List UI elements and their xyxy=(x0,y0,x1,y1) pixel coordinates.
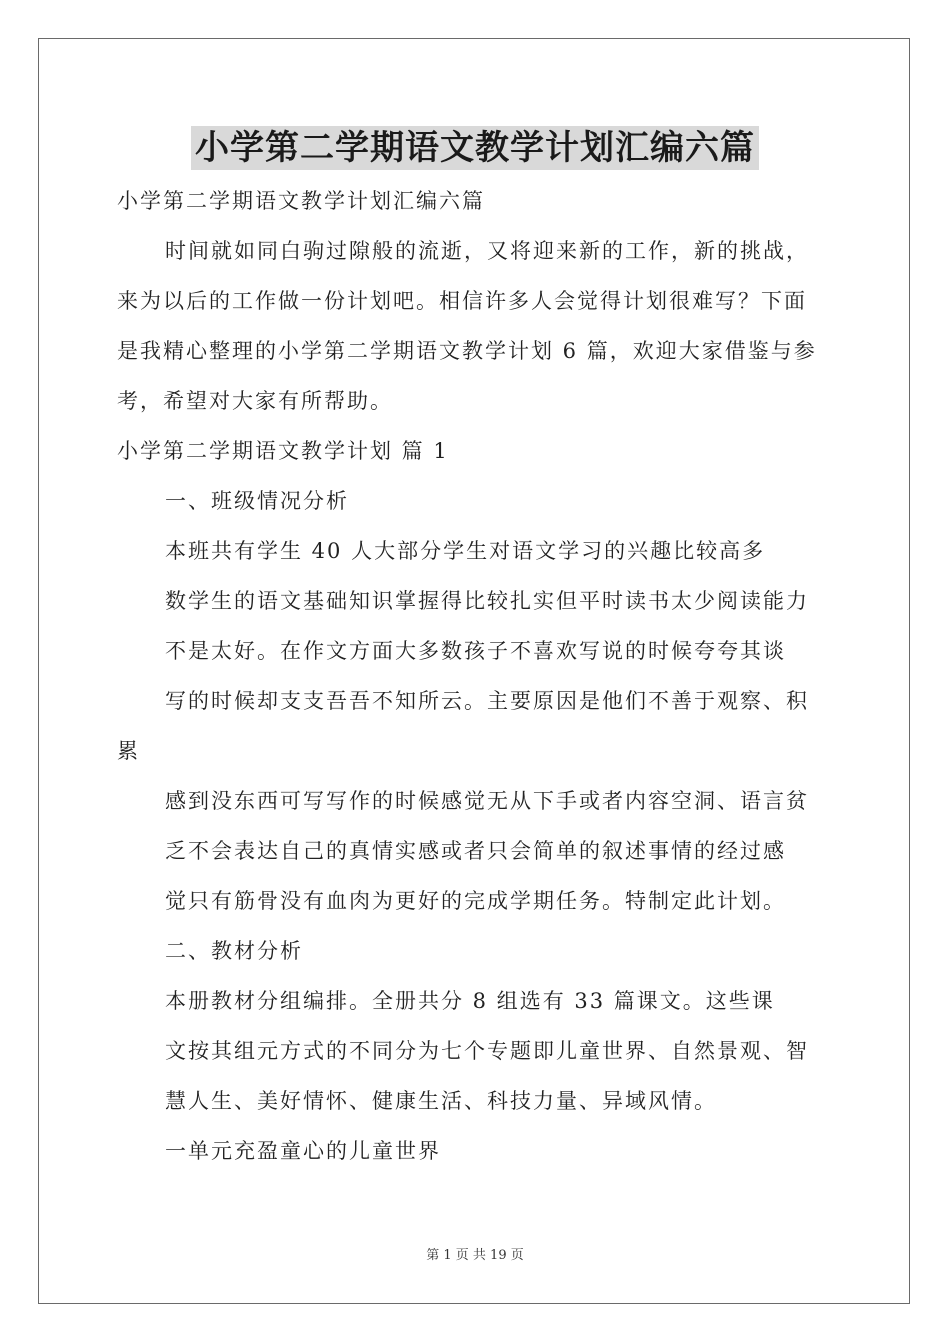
paragraph-line: 本班共有学生 40 人大部分学生对语文学习的兴趣比较高多 xyxy=(165,539,766,563)
paragraph-line: 时间就如同白驹过隙般的流逝，又将迎来新的工作，新的挑战， xyxy=(165,239,809,263)
document-title: 小学第二学期语文教学计划汇编六篇 xyxy=(191,126,759,170)
paragraph-line: 考，希望对大家有所帮助。 xyxy=(117,389,393,413)
title-container xyxy=(0,126,950,170)
page-footer: 第 1 页 共 19 页 xyxy=(426,1248,524,1263)
section-heading: 小学第二学期语文教学计划 篇 1 xyxy=(117,439,449,463)
paragraph-line: 来为以后的工作做一份计划吧。相信许多人会觉得计划很难写？下面 xyxy=(117,289,807,313)
paragraph-line: 是我精心整理的小学第二学期语文教学计划 6 篇，欢迎大家借鉴与参 xyxy=(117,339,817,363)
paragraph-line: 觉只有筋骨没有血肉为更好的完成学期任务。特制定此计划。 xyxy=(165,889,786,913)
paragraph-line: 感到没东西可写写作的时候感觉无从下手或者内容空洞、语言贫 xyxy=(165,789,809,813)
paragraph-line: 累 xyxy=(117,739,140,763)
paragraph-line: 本册教材分组编排。全册共分 8 组选有 33 篇课文。这些课 xyxy=(165,989,775,1013)
paragraph-line: 不是太好。在作文方面大多数孩子不喜欢写说的时候夸夸其谈 xyxy=(165,639,786,663)
subsection-heading: 一、班级情况分析 xyxy=(165,489,349,513)
paragraph-line: 乏不会表达自己的真情实感或者只会简单的叙述事情的经过感 xyxy=(165,839,786,863)
paragraph-line: 数学生的语文基础知识掌握得比较扎实但平时读书太少阅读能力 xyxy=(165,589,809,613)
paragraph-line: 文按其组元方式的不同分为七个专题即儿童世界、自然景观、智 xyxy=(165,1039,809,1063)
paragraph-line: 一单元充盈童心的儿童世界 xyxy=(165,1139,441,1163)
subtitle-line: 小学第二学期语文教学计划汇编六篇 xyxy=(117,189,485,213)
paragraph-line: 慧人生、美好情怀、健康生活、科技力量、异域风情。 xyxy=(165,1089,717,1113)
subsection-heading: 二、教材分析 xyxy=(165,939,303,963)
paragraph-line: 写的时候却支支吾吾不知所云。主要原因是他们不善于观察、积 xyxy=(165,689,809,713)
